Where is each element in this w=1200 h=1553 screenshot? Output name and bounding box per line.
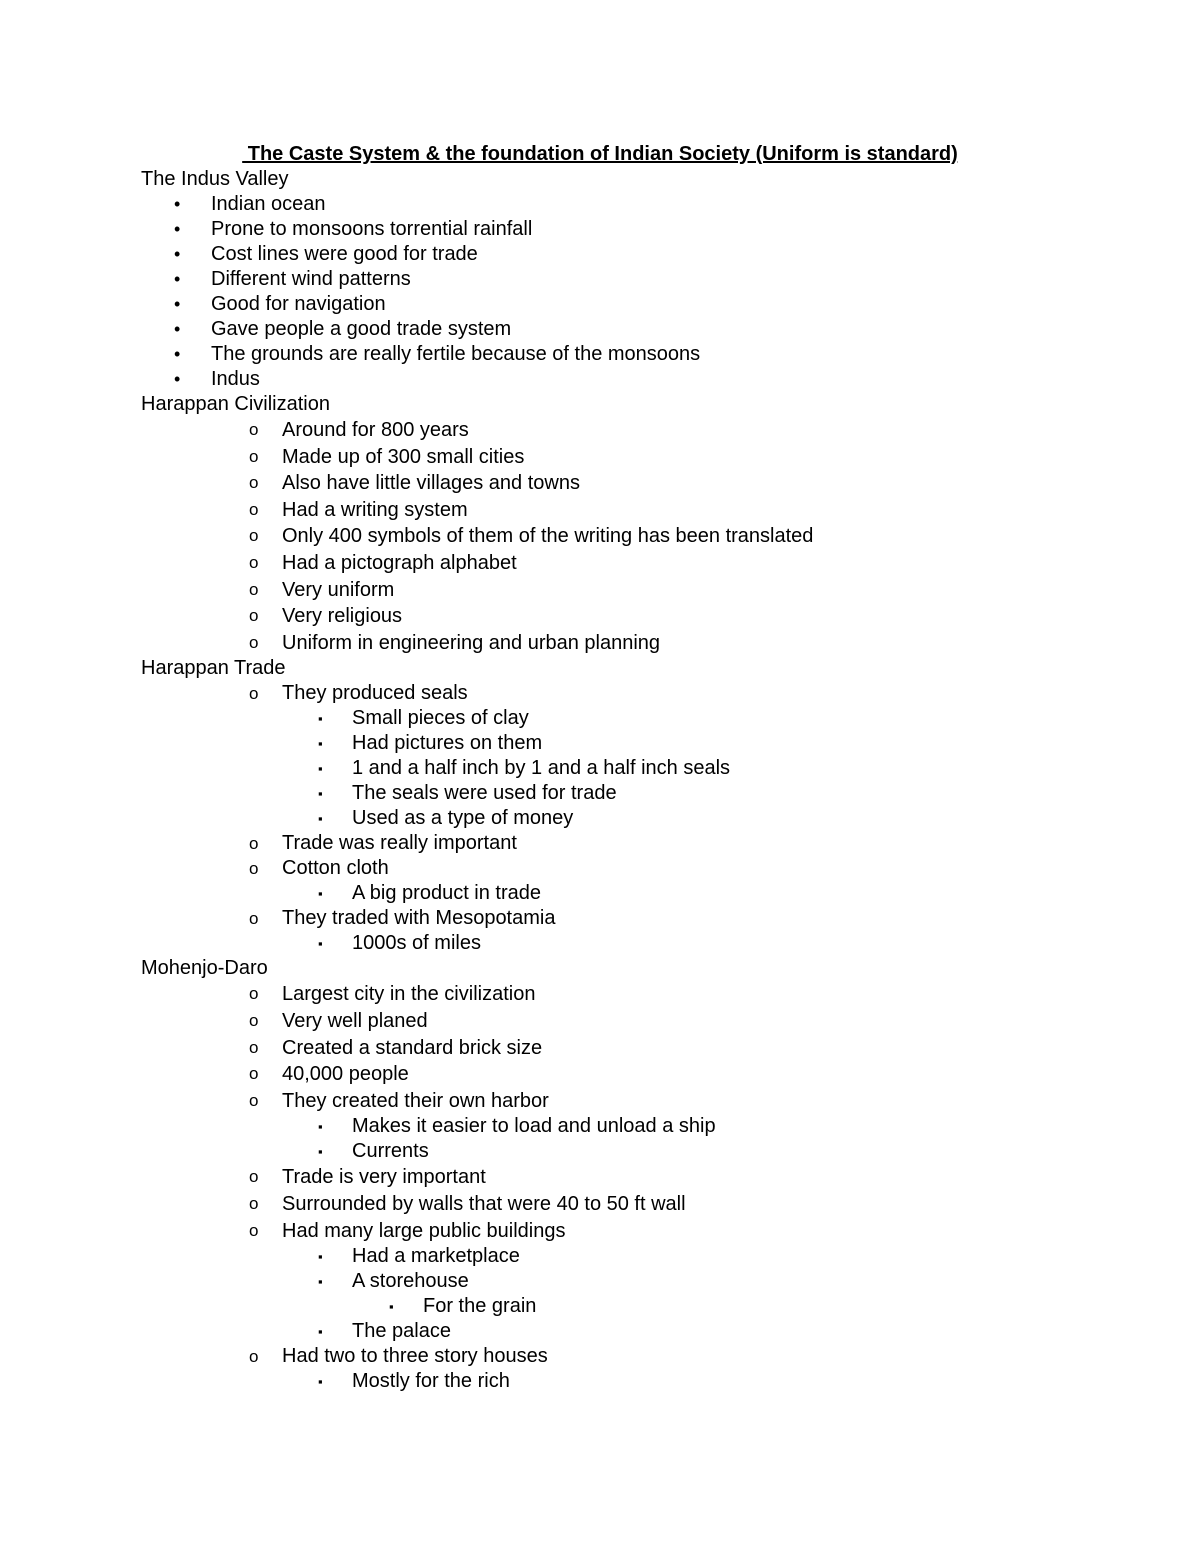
disc-bullet-icon: •: [174, 269, 181, 289]
list-item: ▪ 1 and a half inch by 1 and a half inch seals: [318, 757, 731, 780]
document-body: [141, 167, 1141, 1394]
list-item: ▪ Makes it easier to load and unload a ship: [318, 1115, 716, 1138]
list-item: o They traded with Mesopotamia: [249, 907, 556, 930]
circle-bullet-icon: o: [249, 1220, 259, 1240]
square-bullet-icon: ▪: [318, 1374, 323, 1390]
list-item: o Had two to three story houses: [249, 1345, 548, 1368]
list-item: o Uniform in engineering and urban planning: [141, 630, 1141, 657]
list-item: o Very well planed: [141, 1008, 1141, 1035]
list-item: • Prone to monsoons torrential rainfall: [174, 218, 533, 240]
list-item: o Trade was really important: [249, 832, 517, 855]
section-heading-indus-valley: The Indus Valley: [141, 168, 289, 190]
circle-bullet-icon: o: [249, 1037, 259, 1057]
list-item: o Trade is very important: [141, 1164, 1141, 1191]
list-item: ▪ Used as a type of money: [318, 807, 574, 830]
list-item: o Very uniform: [141, 577, 1141, 604]
list-item: ▪ A big product in trade: [318, 882, 542, 905]
square-bullet-icon: ▪: [318, 936, 323, 952]
list-item: • Gave people a good trade system: [174, 318, 512, 340]
square-bullet-icon: ▪: [318, 736, 323, 752]
circle-bullet-icon: o: [249, 552, 259, 572]
circle-bullet-icon: o: [249, 834, 259, 854]
list-item: o They produced seals: [249, 682, 468, 705]
square-bullet-icon: ▪: [318, 886, 323, 902]
circle-bullet-icon: o: [249, 1090, 259, 1110]
list-item: ▪ The palace: [318, 1320, 451, 1343]
section-heading-harappan-civilization: Harappan Civilization: [141, 393, 330, 415]
circle-bullet-icon: o: [249, 499, 259, 519]
list-item: o They created their own harbor: [141, 1088, 1141, 1115]
square-bullet-icon: ▪: [318, 1274, 323, 1290]
list-item: • Good for navigation: [174, 293, 386, 315]
list-item: o Had a pictograph alphabet: [141, 550, 1141, 577]
list-item: • Indus: [174, 368, 260, 390]
square-bullet-icon: ▪: [318, 1144, 323, 1160]
list-item: ▪ Had pictures on them: [318, 732, 543, 755]
list-item: o Very religious: [141, 603, 1141, 630]
square-bullet-icon: ▪: [389, 1299, 394, 1315]
section-heading-mohenjo-daro: Mohenjo-Daro: [141, 957, 268, 980]
square-bullet-icon: ▪: [318, 1324, 323, 1340]
list-item: o Had a writing system: [141, 497, 1141, 524]
circle-bullet-icon: o: [249, 632, 259, 652]
list-item: ▪ For the grain: [389, 1295, 537, 1318]
circle-bullet-icon: o: [249, 473, 259, 493]
square-bullet-icon: ▪: [318, 1249, 323, 1265]
disc-bullet-icon: •: [174, 369, 181, 389]
list-item: ▪ The seals were used for trade: [318, 782, 617, 805]
circle-bullet-icon: o: [249, 579, 259, 599]
circle-bullet-icon: o: [249, 859, 259, 879]
circle-bullet-icon: o: [249, 909, 259, 929]
list-item: ▪ A storehouse: [318, 1270, 469, 1293]
list-item: o Had many large public buildings: [141, 1218, 1141, 1245]
disc-bullet-icon: •: [174, 319, 181, 339]
list-item: o Created a standard brick size: [141, 1035, 1141, 1062]
circle-bullet-icon: o: [249, 1064, 259, 1084]
list-item: • Indian ocean: [174, 193, 326, 215]
circle-bullet-icon: o: [249, 606, 259, 626]
circle-bullet-icon: o: [249, 1010, 259, 1030]
circle-bullet-icon: o: [249, 1167, 259, 1187]
list-item: ▪ 1000s of miles: [318, 932, 481, 955]
circle-bullet-icon: o: [249, 984, 259, 1004]
list-item: o Around for 800 years: [141, 417, 1141, 444]
disc-bullet-icon: •: [174, 219, 181, 239]
circle-bullet-icon: o: [249, 684, 259, 704]
circle-bullet-icon: o: [249, 526, 259, 546]
list-item: o Cotton cloth: [249, 857, 389, 880]
square-bullet-icon: ▪: [318, 761, 323, 777]
square-bullet-icon: ▪: [318, 711, 323, 727]
disc-bullet-icon: •: [174, 294, 181, 314]
document-title: The Caste System & the foundation of Indian Society (Uniform is standard): [242, 143, 958, 165]
list-item: o Also have little villages and towns: [141, 470, 1141, 497]
circle-bullet-icon: o: [249, 1193, 259, 1213]
list-item: ▪ Small pieces of clay: [318, 707, 529, 730]
list-item: ▪ Currents: [318, 1140, 429, 1163]
square-bullet-icon: ▪: [318, 786, 323, 802]
list-item: o Only 400 symbols of them of the writing has been translated: [141, 523, 1141, 550]
list-item: ▪ Had a marketplace: [318, 1245, 520, 1268]
list-item: ▪ Mostly for the rich: [318, 1370, 510, 1393]
list-item: • Cost lines were good for trade: [174, 243, 478, 265]
list-item: o 40,000 people: [141, 1061, 1141, 1088]
disc-bullet-icon: •: [174, 244, 181, 264]
disc-bullet-icon: •: [174, 194, 181, 214]
list-item: o Largest city in the civilization: [141, 981, 1141, 1008]
circle-bullet-icon: o: [249, 420, 259, 439]
square-bullet-icon: ▪: [318, 811, 323, 827]
list-item: • Different wind patterns: [174, 268, 411, 290]
circle-bullet-icon: o: [249, 446, 259, 466]
section-heading-harappan-trade: Harappan Trade: [141, 657, 286, 680]
list-item: o Made up of 300 small cities: [141, 444, 1141, 471]
square-bullet-icon: ▪: [318, 1119, 323, 1135]
list-item: o Surrounded by walls that were 40 to 50 ft wall: [141, 1191, 1141, 1218]
disc-bullet-icon: •: [174, 344, 181, 364]
list-item: • The grounds are really fertile because of the monsoons: [174, 343, 701, 365]
circle-bullet-icon: o: [249, 1347, 259, 1367]
